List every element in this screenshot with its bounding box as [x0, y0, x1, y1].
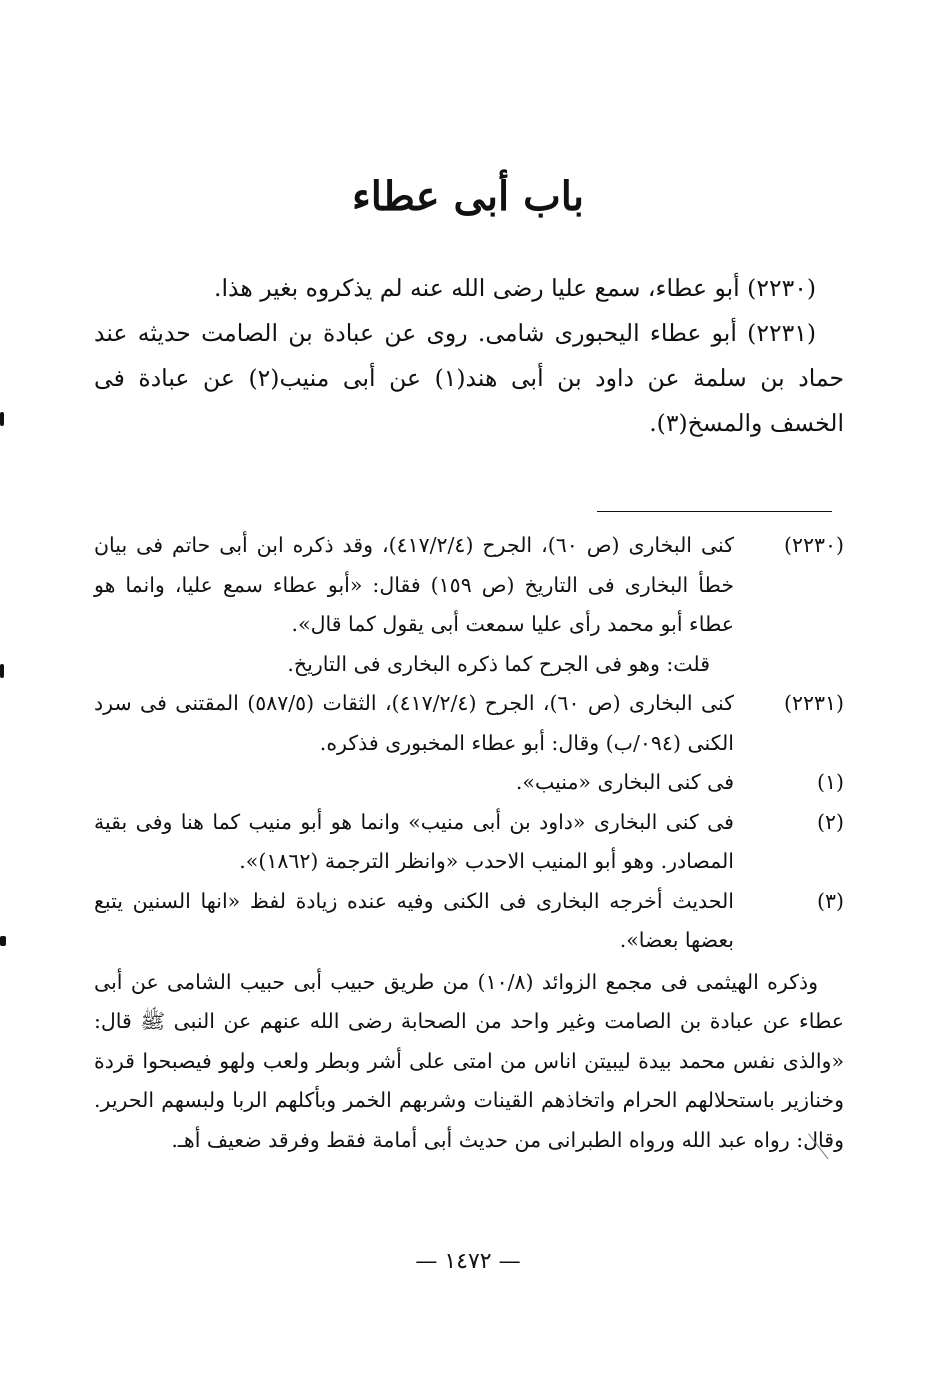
footnote-2231 — [94, 684, 844, 763]
scan-margin-mark — [0, 412, 4, 426]
footnote-number: (٢٢٣٠) — [783, 533, 844, 557]
footnote-text: فى كنى البخارى «داود بن أبى منيب» وانما هو أبو منيب كما هنا وفى بقية المصادر. وهو أبو المنيب الاحدب «وانظر الترجمة (١٨٦٢)». — [94, 809, 734, 873]
entry-2231: (٢٢٣١) أبو عطاء اليحبورى شامى. روى عن عبادة بن الصامت حديثه عند حماد بن سلمة عن داود بن أبى هند(١) عن أبى منيب(٢) عن عبادة فى الخسف والمسخ(٣). — [94, 319, 844, 437]
footnote-text: قلت: وهو فى الجرح كما ذكره البخارى فى التاريخ. — [287, 651, 710, 676]
entry-2230: (٢٢٣٠) أبو عطاء، سمع عليا رضى الله عنه لم يذكروه بغير هذا. — [214, 274, 816, 302]
footnote-1 — [94, 763, 844, 803]
chapter-title: باب أبى عطاء — [351, 173, 585, 220]
footnote-continuation: وذكره الهيثمى فى مجمع الزوائد (١٠/٨) من طريق حبيب أبى حبيب الشامى عن أبى عطاء عن عبادة بن الصامت وغير واحد من الصحابة رضى الله عنهم عن النبى ﷺ قال: «والذى نفس محمد بيدة ليبيتن اناس من امتى على أشر وبطر ولعب ولهو فيصبحوا قردة وخنازير باستحلالهم الحرام واتخاذهم القينات وشربهم الخمر وبأكلهم الربا ولبسهم الحرير. وقال: رواه عبد الله ورواه الطبرانى من حديث أبى أمامة فقط وفرقد ضعيف أهـ. — [94, 969, 844, 1152]
footnote-text: كنى البخارى (ص ٦٠)، الجرح (٤١٧/٢/٤)، الثقات (٥٨٧/٥) المقتنى فى سرد الكنى (٠٩٤/ب) وقال: أبو عطاء المخبورى فذكره. — [94, 691, 734, 755]
footnote-body — [94, 526, 734, 684]
footnote-body — [94, 803, 734, 882]
footnote-text: الحديث أخرجه البخارى فى الكنى وفيه عنده زيادة لفظ «انها السنين يتبع بعضها بعضا». — [94, 888, 734, 952]
footnote-number: (١) — [816, 770, 844, 794]
footnote-body — [94, 763, 734, 803]
footnote-text: فى كنى البخارى «منيب». — [515, 770, 734, 794]
footnote-number: (٣) — [816, 888, 844, 913]
page-number: — ١٤٧٢ — — [415, 1249, 521, 1274]
scan-margin-mark — [0, 664, 4, 678]
scan-margin-mark — [0, 936, 6, 946]
footnote-body — [94, 684, 734, 763]
footnote-number: (٢٢٣١) — [783, 691, 844, 715]
footnote-divider — [597, 511, 832, 512]
footnote-3 — [94, 882, 844, 961]
footnote-number: (٢) — [816, 809, 844, 834]
footnotes — [94, 526, 844, 1160]
footnote-body — [94, 882, 734, 961]
footnote-text: كنى البخارى (ص ٦٠)، الجرح (٤١٧/٢/٤)، وقد ذكره ابن أبى حاتم فى بيان خطأ البخارى فى التاريخ (ص ١٥٩) فقال: «أبو عطاء سمع عليا، وانما هو عطاء أبو محمد رأى عليا سمعت أبى يقول كما قال». — [94, 533, 735, 636]
footnote-2 — [94, 803, 844, 882]
main-text — [94, 266, 844, 446]
footnote-2230 — [94, 526, 844, 684]
